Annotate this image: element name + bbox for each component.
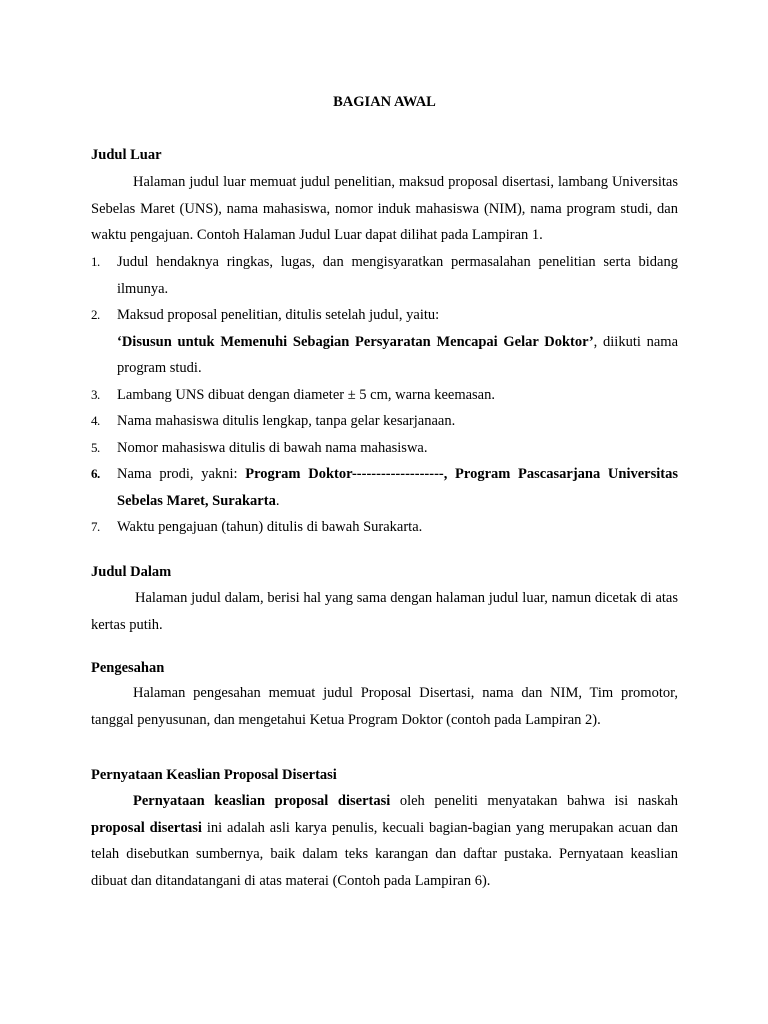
list-item-text: Maksud proposal penelitian, ditulis setelah judul, yaitu: xyxy=(117,307,440,323)
pernyataan-text-2: ini adalah asli karya penulis, kecuali bagian-bagian yang merupakan acuan dan telah disebutkan sumbernya, baik dalam teks karangan dan daftar pustaka. Pernyataan keaslian dibuat dan ditandatangani di atas materai (Contoh pada Lampiran 6). xyxy=(91,819,678,889)
section-heading-judul-dalam: Judul Dalam xyxy=(91,564,172,580)
list-item-text: Lambang UNS dibuat dengan diameter ± 5 cm, warna keemasan. xyxy=(117,386,495,403)
list-item-text: Judul hendaknya ringkas, lugas, dan mengisyaratkan permasalahan penelitian serta bidang ilmunya. xyxy=(117,254,678,297)
paragraph-pernyataan xyxy=(91,788,678,894)
list-number: 3. xyxy=(91,386,100,402)
section-heading-pengesahan: Pengesahan xyxy=(91,660,165,676)
list-item-text: Waktu pengajuan (tahun) ditulis di bawah Surakarta. xyxy=(117,519,423,535)
list-item xyxy=(91,435,678,462)
list-number: 4. xyxy=(91,413,100,428)
list-item xyxy=(91,382,678,409)
list-item xyxy=(91,249,678,302)
list-item xyxy=(91,514,678,541)
list-item-text-bold: Program Doktor-------------------, Program Pascasarjana Universitas Sebelas Maret, Surakarta xyxy=(117,466,678,509)
list-item xyxy=(91,408,678,435)
list-item-text: Nama mahasiswa ditulis lengkap, tanpa gelar kesarjanaan. xyxy=(117,413,456,429)
quote-rest-text: , diikuti nama program studi. xyxy=(117,333,678,376)
list-number: 6. xyxy=(91,466,100,481)
pernyataan-text-1: oleh peneliti menyatakan bahwa isi naskah xyxy=(390,793,678,809)
section-heading-pernyataan: Pernyataan Keaslian Proposal Disertasi xyxy=(91,767,337,783)
paragraph-judul-luar: Halaman judul luar memuat judul penelitian, maksud proposal disertasi, lambang Universitas Sebelas Maret (UNS), nama mahasiswa, nomor induk mahasiswa (NIM), nama program studi, dan waktu pengajuan. Contoh Halaman Judul Luar dapat dilihat pada Lampiran 1. xyxy=(91,174,678,243)
page-title: BAGIAN AWAL xyxy=(333,94,436,110)
pernyataan-bold-1: Pernyataan keaslian proposal disertasi xyxy=(133,793,391,809)
list-number: 5. xyxy=(91,439,100,455)
judul-luar-list xyxy=(91,249,678,541)
list-item-quote xyxy=(117,329,678,382)
quote-bold-text: ‘Disusun untuk Memenuhi Sebagian Persyaratan Mencapai Gelar Doktor’ xyxy=(117,333,594,350)
pernyataan-bold-2: proposal disertasi xyxy=(91,819,202,836)
list-number: 7. xyxy=(91,519,100,534)
list-item xyxy=(91,302,678,382)
list-item-text-post: . xyxy=(275,492,280,509)
list-number: 2. xyxy=(91,307,100,322)
list-item xyxy=(91,461,678,514)
list-item-text-pre: Nama prodi, yakni: xyxy=(117,466,246,482)
list-number: 1. xyxy=(91,254,100,269)
paragraph-judul-dalam: Halaman judul dalam, berisi hal yang sama dengan halaman judul luar, namun dicetak di atas kertas putih. xyxy=(91,590,678,633)
list-item-text: Nomor mahasiswa ditulis di bawah nama mahasiswa. xyxy=(117,439,428,456)
paragraph-pengesahan: Halaman pengesahan memuat judul Proposal Disertasi, nama dan NIM, Tim promotor, tanggal penyusunan, dan mengetahui Ketua Program Doktor (contoh pada Lampiran 2). xyxy=(91,685,678,728)
section-heading-judul-luar: Judul Luar xyxy=(91,147,162,163)
